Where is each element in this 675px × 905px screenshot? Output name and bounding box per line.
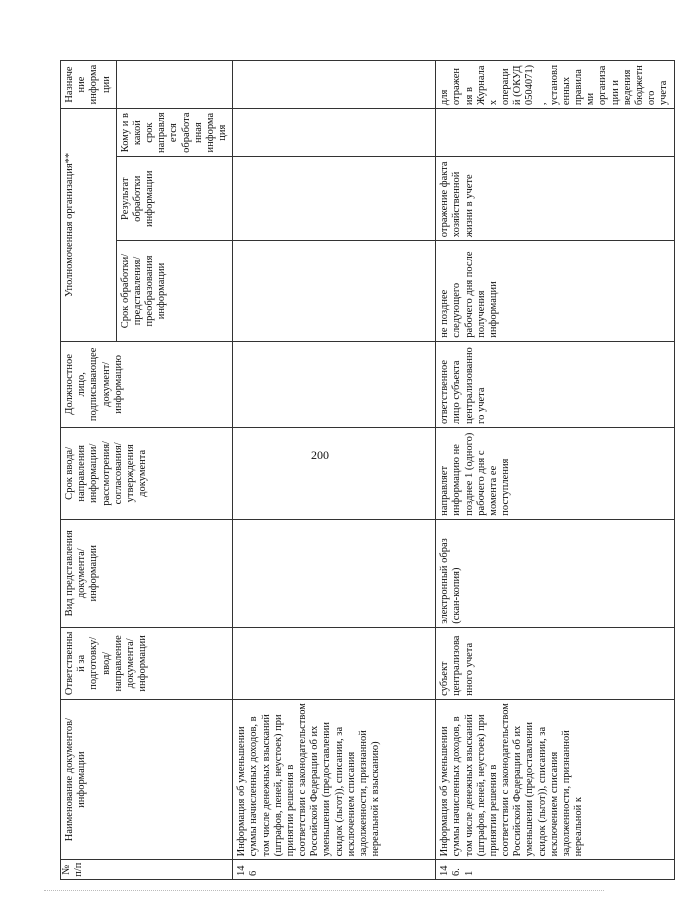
row-146-1-responsible: субъект централизованного учета bbox=[436, 627, 674, 699]
row-146-1-deadline: направляет информацию не позднее 1 (одного) рабочего дня с момента ее поступления bbox=[436, 427, 674, 519]
row-146-processing-result bbox=[233, 157, 436, 241]
row-146-1-form: электронный образ (скан-копия) bbox=[436, 519, 674, 627]
rotated-table-wrapper bbox=[60, 60, 670, 880]
header-recipient: Кому и в какой срок направляется обработанная информация bbox=[116, 109, 233, 157]
row-146-official bbox=[233, 341, 436, 427]
row-146-recipient bbox=[233, 109, 436, 157]
header-purpose-sub bbox=[116, 61, 233, 109]
table-row bbox=[233, 61, 436, 880]
header-form: Вид представления документа/ информации bbox=[61, 519, 233, 627]
row-146-1-processing-result: отражение факта хозяйственной жизни в учете bbox=[436, 157, 674, 241]
row-146-responsible bbox=[233, 627, 436, 699]
row-146-1-purpose: для отражения в Журналах операций (ОКУД 0504071), установленных правилами организации и ведения бюджетного учета bbox=[436, 61, 674, 109]
row-146-name: Информация об уменьшении суммы начисленных доходов, в том числе денежных взысканий (штрафов, пеней, неустоек) при принятии решения в соответствии с законодательством Российской Федерации об их уменьшении (предоставлении скидок (льгот)), списании, за исключением списания задолженности, признанной нереальной к взысканию) bbox=[233, 699, 436, 860]
table-row bbox=[436, 61, 674, 880]
row-146-1-official: ответственное лицо субъекта централизованного учета bbox=[436, 341, 674, 427]
header-num: № п/п bbox=[61, 860, 233, 880]
header-responsible: Ответственный за подготовку/ ввод/ направление документа/ информации bbox=[61, 627, 233, 699]
header-name: Наименование документов/информации bbox=[61, 699, 233, 860]
page-number: 200 bbox=[311, 448, 329, 462]
document-table bbox=[60, 60, 675, 880]
header-processing-result: Результат обработки информации bbox=[116, 157, 233, 241]
row-146-1-name: Информация об уменьшении суммы начисленных доходов, в том числе денежных взысканий (штрафов, пеней, неустоек) при принятии решения в соответствии с законодательством Российской Федерации об их уменьшении (предоставлении скидок (льгот)), списании, за исключением списания задолженности, признанной нереальной к bbox=[436, 699, 674, 860]
row-146-deadline bbox=[233, 427, 436, 519]
bottom-edge-dots bbox=[44, 890, 604, 891]
header-purpose: Назначение информации bbox=[61, 61, 117, 109]
row-146-1-processing-deadline: не позднее следующего рабочего дня после получения информации bbox=[436, 241, 674, 341]
row-146-num: 146 bbox=[233, 860, 436, 880]
header-processing-deadline: Срок обработки/ представления/ преобразования информации bbox=[116, 241, 233, 341]
header-official: Должностное лицо, подписывающее документ/ информацию bbox=[61, 341, 233, 427]
row-146-1-num: 146.1 bbox=[436, 860, 674, 880]
row-146-processing-deadline bbox=[233, 241, 436, 341]
table-header-row bbox=[61, 61, 117, 880]
header-deadline: Срок ввода/ направления информации/ рассмотрения/ согласования/ утверждения документа bbox=[61, 427, 233, 519]
header-authorized-org: Уполномоченная организация** bbox=[61, 109, 117, 342]
row-146-1-recipient bbox=[436, 109, 674, 157]
row-146-form bbox=[233, 519, 436, 627]
row-146-purpose bbox=[233, 61, 436, 109]
